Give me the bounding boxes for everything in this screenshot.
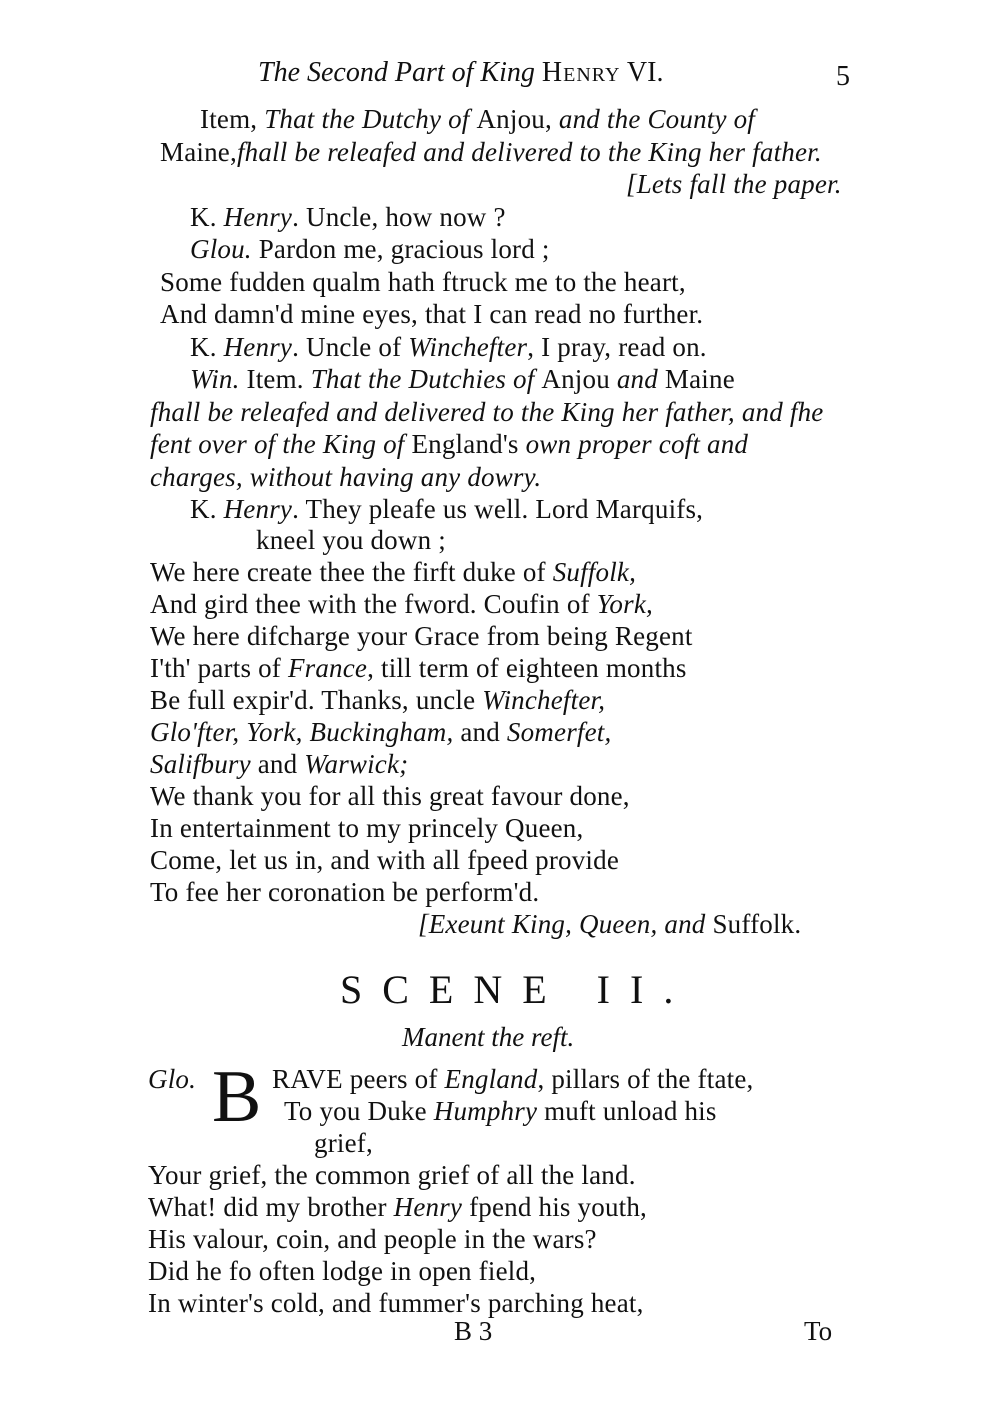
line-text: What! did my brother [148,1192,394,1222]
text-line [190,233,550,265]
text-line [150,428,748,460]
text-line [150,716,611,748]
line-text: We here create thee the firft duke of [150,557,553,587]
text-line [190,201,506,233]
text-line: We here difcharge your Grace from being Regent [150,621,693,651]
drop-cap: B [212,1056,262,1138]
scene-direction: Manent the reft. [402,1022,575,1052]
line-text: [Exeunt King, Queen, and [418,909,713,939]
line-text: RAVE peers of [272,1064,445,1094]
running-head-name: Henry [541,57,621,88]
text-line [190,363,735,395]
text-line: grief, [314,1128,373,1158]
line-text: Winchefter [408,332,528,362]
line-text: Warwick; [304,749,409,779]
line-text: Suffolk. [712,909,802,939]
text-line [190,331,707,363]
line-text: Salifbury [150,749,251,779]
text-line: His valour, coin, and people in the wars? [148,1224,597,1254]
line-text: Pardon me, gracious lord ; [251,234,550,264]
line-text: Winchefter, [482,685,606,715]
line-text: and [616,364,665,394]
line-text: fhall be releafed and delivered to the King her father. [236,137,822,167]
text-line: fhall be releafed and delivered to the King her father, and fhe [150,397,824,427]
line-text: . They pleafe us well. Lord Marquifs, [292,494,704,524]
speaker: K. [190,494,224,524]
running-head-post: VI. [620,57,664,88]
line-text: Glo'fter, York, Buckingham, [150,717,454,747]
line-text: Humphry [433,1096,538,1126]
speaker: Henry [223,332,293,362]
text-line: Did he fo often lodge in open field, [148,1256,537,1286]
text-line [160,136,822,168]
text-line: Come, let us in, and with all fpeed provide [150,845,619,875]
speaker: Glo. [148,1064,197,1094]
text-line [284,1095,717,1127]
text-line: kneel you down ; [256,525,446,555]
stage-direction: [Lets fall the paper. [626,169,842,199]
line-text: To you Duke [284,1096,434,1126]
speaker: Glou. [190,234,252,264]
line-text: Anjou [541,364,617,394]
line-text: England [444,1064,538,1094]
text-line: In winter's cold, and fummer's parching heat, [148,1288,644,1318]
running-head-pre: The Second Part of King [258,57,542,88]
line-text: Somerfet, [506,717,612,747]
page-number: 5 [836,61,850,92]
line-text: , pillars of the ftate, [537,1064,754,1094]
line-text: That the Dutchies of [310,364,542,394]
text-line: In entertainment to my princely Queen, [150,813,584,843]
text-line [150,652,687,684]
text-line [200,103,755,135]
line-text: . Uncle of [292,332,409,362]
line-text: Henry [393,1192,463,1222]
text-line [190,493,703,525]
line-text: Maine, [160,137,237,167]
speaker: Win. [190,364,240,394]
speaker: K. [190,202,224,232]
line-text: England's [411,429,526,459]
line-text: Anjou, [476,104,559,134]
line-text: . Uncle, how now ? [292,202,506,232]
speaker: K. [190,332,224,362]
text-line [150,748,408,780]
line-text: , I pray, read on. [527,332,707,362]
line-text: fpend his youth, [462,1192,648,1222]
text-line [150,556,636,588]
line-text: , till term of eighteen months [367,653,687,683]
line-text: Suffolk, [552,557,637,587]
text-line: To fee her coronation be perform'd. [150,877,540,907]
line-text: Maine [664,364,735,394]
line-text: and [250,749,305,779]
line-text: France [287,653,368,683]
text-line: We thank you for all this great favour done, [150,781,630,811]
line-text: fent over of the King of [150,429,412,459]
line-text: and [453,717,507,747]
text-line: Your grief, the common grief of all the land. [148,1160,636,1190]
catchword: To [804,1316,833,1346]
scene-heading: SCENE II. [340,967,694,1012]
stage-direction [418,908,801,940]
text-line: charges, without having any dowry. [150,462,542,492]
text-line: Some fudden qualm hath ftruck me to the heart, [160,267,686,297]
speaker: Henry [223,494,293,524]
speaker: Henry [223,202,293,232]
text-line [148,1191,647,1223]
text-line: And damn'd mine eyes, that I can read no further. [160,299,704,329]
line-text: I'th' parts of [150,653,288,683]
running-head [258,56,663,90]
text-line [272,1063,753,1095]
line-text: muft unload his [537,1096,717,1126]
line-text: own proper coft and [525,429,749,459]
line-text: That the Dutchy of [264,104,477,134]
line-text: And gird thee with the fword. Coufin of [150,589,597,619]
line-text: York, [596,589,653,619]
line-text: Be full expir'd. Thanks, uncle [150,685,483,715]
line-text: and the County of [558,104,756,134]
line-text: Item, [200,104,265,134]
signature-mark: B 3 [454,1316,493,1346]
text-line [150,684,605,716]
line-text: Item. [239,364,311,394]
text-line [150,588,653,620]
